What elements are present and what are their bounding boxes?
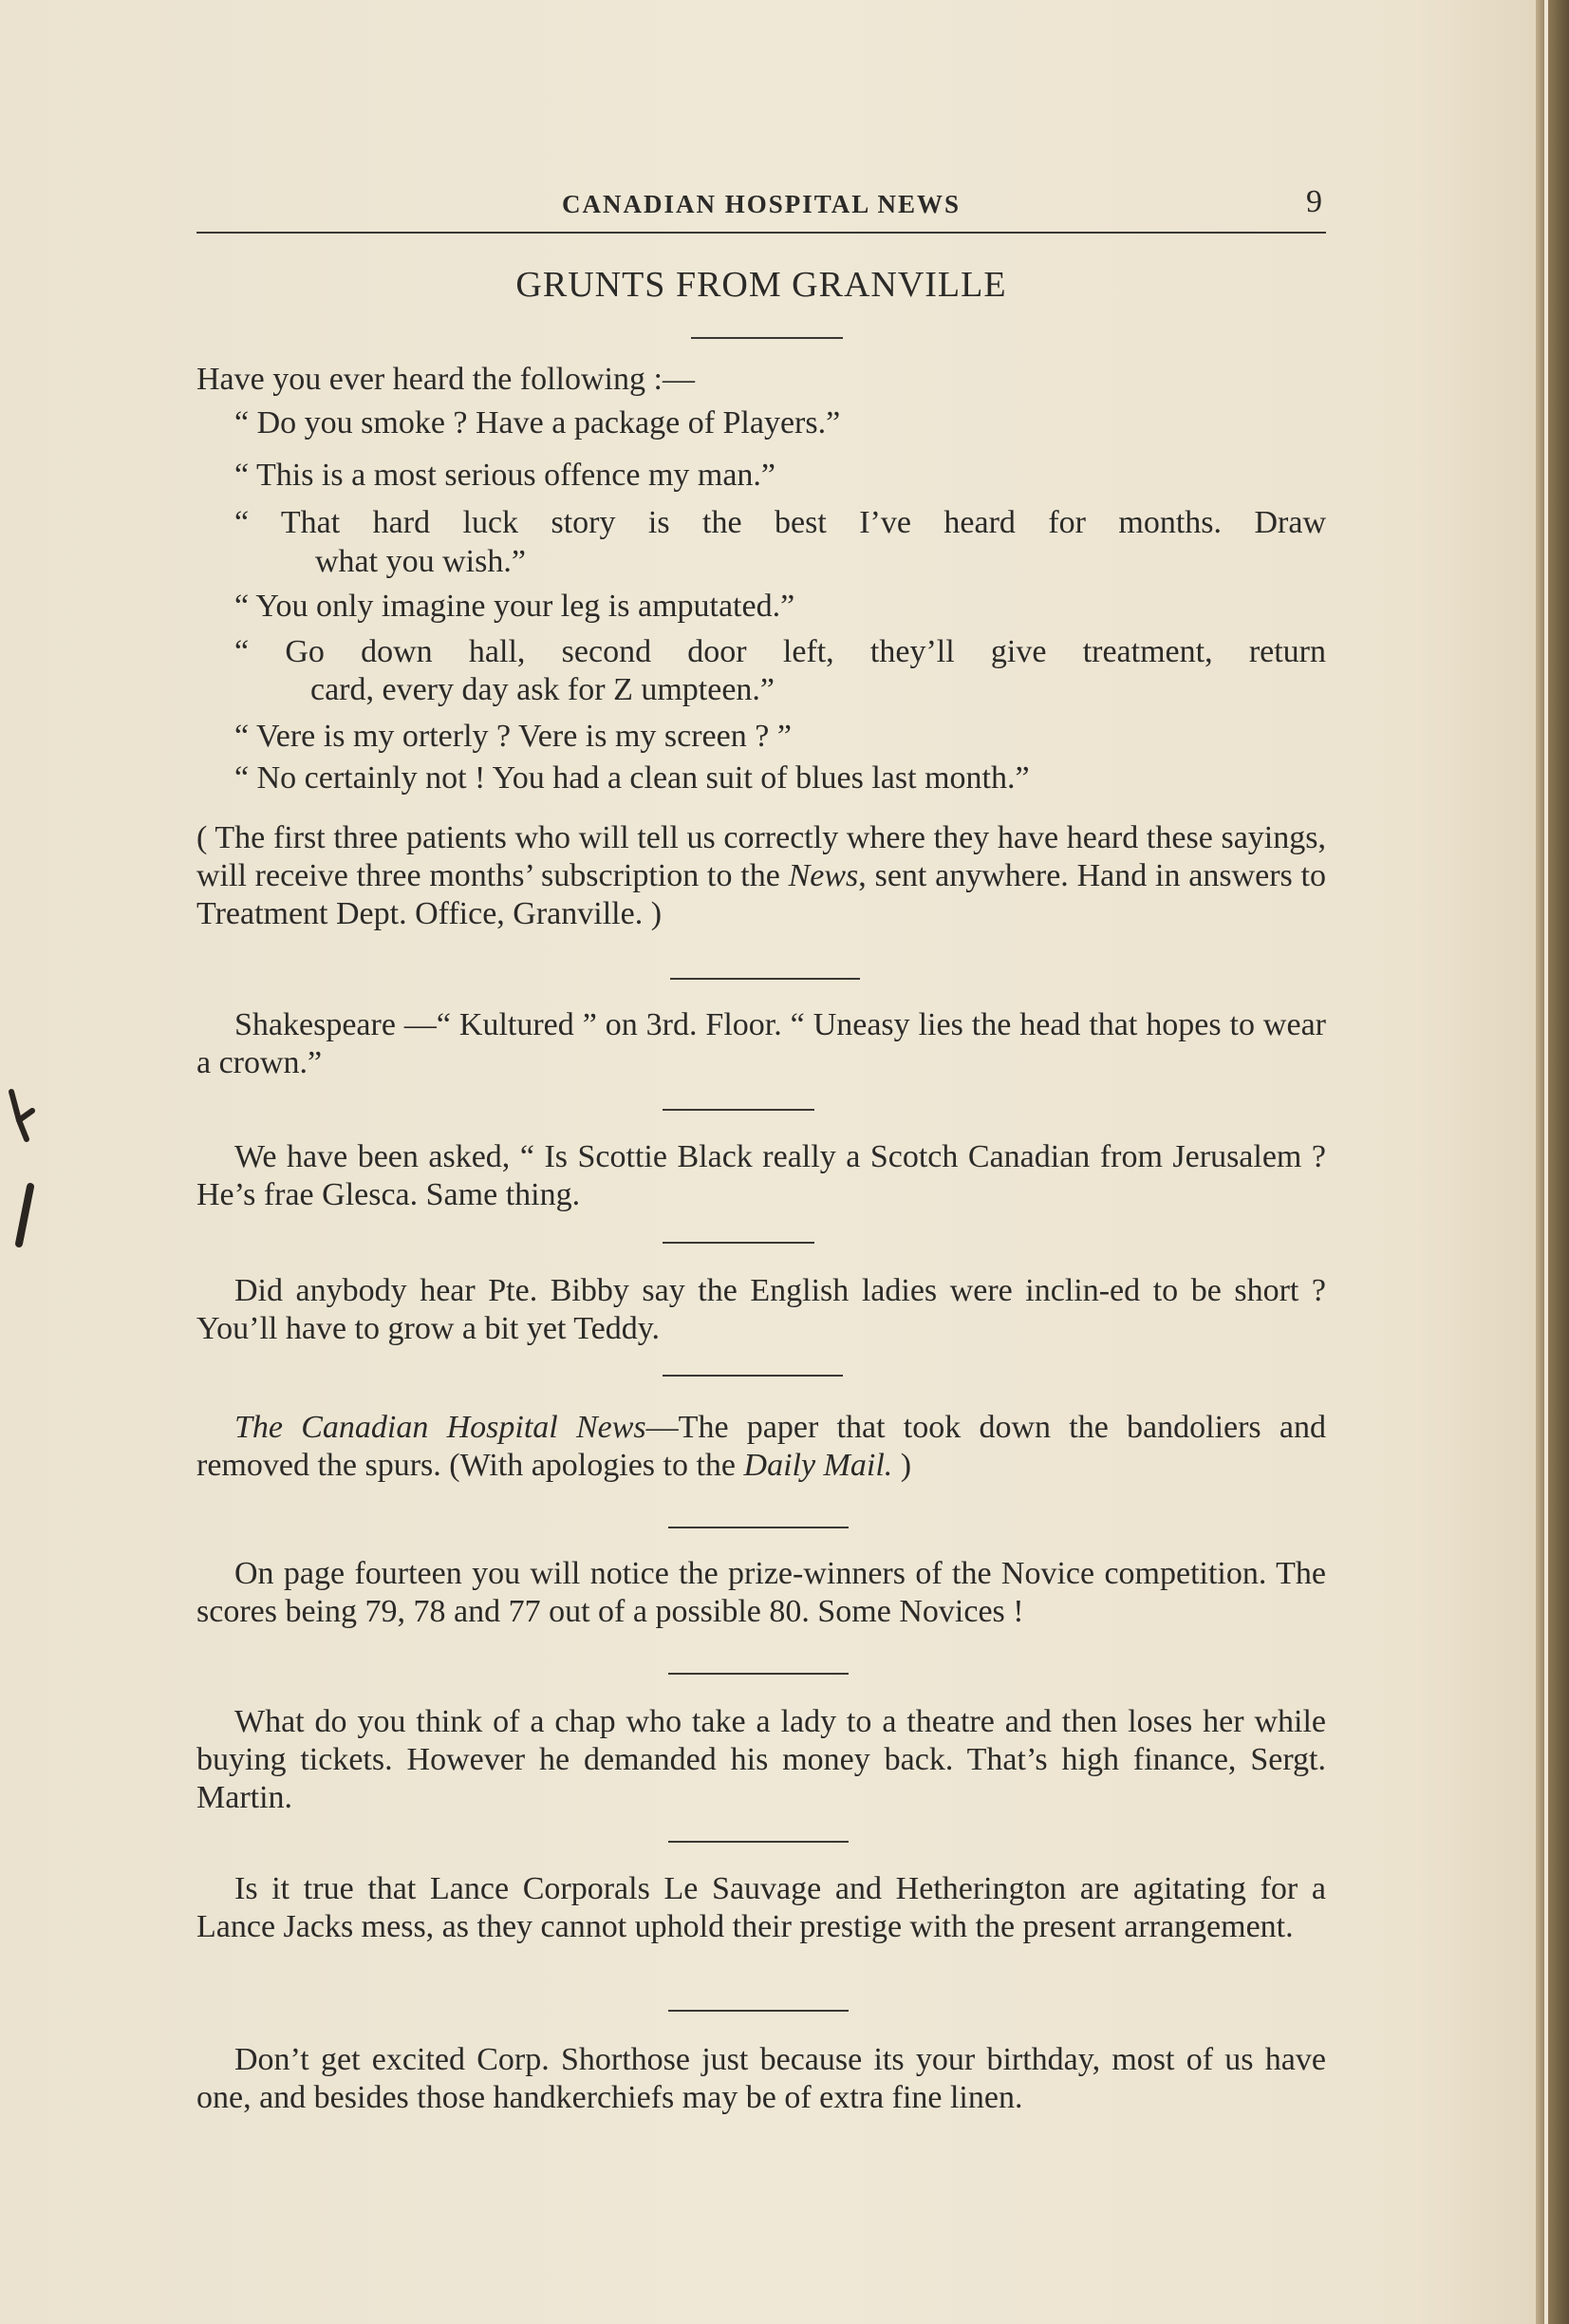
intro-line: Have you ever heard the following :— bbox=[196, 362, 695, 397]
item-novice: On page fourteen you will notice the prize-winners of the Novice competition. The scores being 79, 78 and 77 out of a possible 80. Some Novices ! bbox=[196, 1556, 1326, 1629]
article-title: GRUNTS FROM GRANVILLE bbox=[515, 265, 1007, 305]
daily-mail-italic: Daily Mail. bbox=[743, 1448, 893, 1483]
quote-1: “ Do you smoke ? Have a package of Players.” bbox=[234, 405, 841, 440]
contest-note bbox=[196, 819, 1326, 933]
quote-4: “ You only imagine your leg is amputated.” bbox=[234, 589, 795, 624]
title-rule bbox=[691, 337, 843, 339]
section-rule-1 bbox=[670, 978, 860, 980]
quote-2: “ This is a most serious offence my man.” bbox=[234, 458, 776, 493]
quote-7: “ No certainly not ! You had a clean suit of blues last month.” bbox=[234, 760, 1030, 796]
quote-3: “ That hard luck story is the best I’ve heard for months. Draw bbox=[234, 505, 1326, 540]
page-edge-shadow bbox=[1536, 0, 1569, 2324]
quote-3-cont: what you wish.” bbox=[315, 544, 526, 579]
item-theatre: What do you think of a chap who take a lady to a theatre and then loses her while buying tickets. However he demanded his money back. That’s high finance, Sergt. Martin. bbox=[196, 1704, 1326, 1815]
page-number: 9 bbox=[1306, 184, 1322, 219]
item-scottie-black: We have been asked, “ Is Scottie Black really a Scotch Canadian from Jerusalem ? He’s frae Glesca. Same thing. bbox=[196, 1139, 1326, 1212]
item-shakespeare: Shakespeare —“ Kultured ” on 3rd. Floor. “ Uneasy lies the head that hopes to wear a crown.” bbox=[196, 1007, 1326, 1080]
section-rule-4 bbox=[663, 1375, 843, 1377]
item-shorthose: Don’t get excited Corp. Shorthose just because its your birthday, most of us have one, and besides those handkerchiefs may be of extra fine linen. bbox=[196, 2042, 1326, 2115]
contest-note-italic: News bbox=[788, 858, 859, 893]
section-rule-3 bbox=[663, 1242, 814, 1244]
news-middle: —The paper that took down the bandoliers and removed the spurs. (With apologies to the bbox=[196, 1410, 1326, 1483]
page-header bbox=[196, 186, 1326, 234]
section-rule-2 bbox=[663, 1109, 814, 1111]
quote-6: “ Vere is my orterly ? Vere is my screen ? ” bbox=[234, 719, 792, 754]
contest-note-end: , sent anywhere. Hand in answers to Treatment Dept. Office, Granville. ) bbox=[196, 858, 1326, 931]
quote-5: “ Go down hall, second door left, they’ll give treatment, return bbox=[234, 634, 1326, 669]
section-rule-5 bbox=[668, 1527, 849, 1528]
news-title-italic: The Canadian Hospital News bbox=[234, 1410, 646, 1445]
quote-5-cont: card, every day ask for Z umpteen.” bbox=[310, 672, 775, 707]
margin-ink-marks bbox=[6, 1082, 44, 1253]
section-rule-8 bbox=[668, 2010, 849, 2012]
contest-note-start: ( The first three patients who will tell us correctly where they have heard these sayings, will receive three months’ subscription to the bbox=[196, 820, 1326, 893]
section-rule-6 bbox=[668, 1673, 849, 1675]
page-edge-line bbox=[1544, 0, 1548, 2324]
running-head: CANADIAN HOSPITAL NEWS bbox=[561, 190, 962, 218]
item-news-paper bbox=[196, 1409, 1326, 1485]
item-bibby: Did anybody hear Pte. Bibby say the English ladies were inclin-ed to be short ? You’ll have to grow a bit yet Teddy. bbox=[196, 1273, 1326, 1346]
item-lance-corporals: Is it true that Lance Corporals Le Sauvage and Hetherington are agitating for a Lance Jacks mess, as they cannot uphold their prestige with the present arrangement. bbox=[196, 1871, 1326, 1944]
news-end: ) bbox=[892, 1448, 912, 1483]
section-rule-7 bbox=[668, 1841, 849, 1843]
